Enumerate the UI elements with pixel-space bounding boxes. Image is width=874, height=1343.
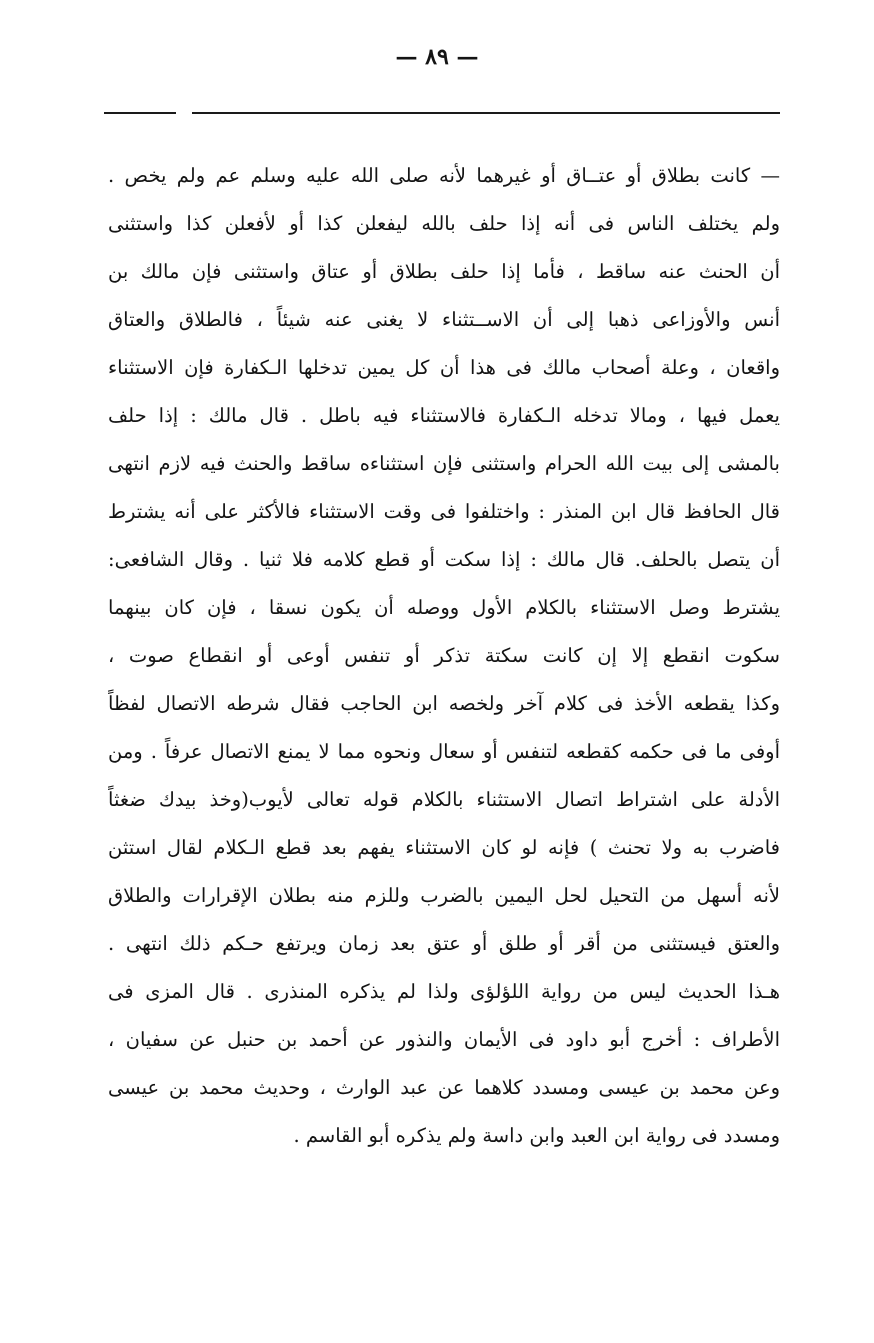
header-rule-short (104, 112, 176, 114)
header-rule-long (192, 112, 780, 114)
text-line-10: يشترط وصل الاستثناء بالكلام الأول ووصله أن يكون نسقا ، فإن كان بينهما (108, 596, 780, 619)
text-line-20: وعن محمد بن عيسى ومسدد كلاهما عن عبد الوارث ، وحديث محمد بن عيسى (108, 1076, 780, 1099)
text-line-12: وكذا يقطعه الأخذ فى كلام آخر ولخصه ابن الحاجب فقال شرطه الاتصال لفظاً (108, 692, 780, 715)
text-line-19: الأطراف : أخرج أبو داود فى الأيمان والنذور عن أحمد بن حنبل عن سفيان ، (108, 1028, 780, 1051)
text-line-16: لأنه أسهل من التحيل لحل اليمين بالضرب وللزم منه بطلان الإقرارات والطلاق (108, 884, 780, 907)
text-line-8: قال الحافظ قال ابن المنذر : واختلفوا فى وقت الاستثناء فالأكثر على أنه يشترط (108, 500, 780, 523)
text-line-11: سكوت انقطع إلا إن كانت سكتة تذكر أو تنفس أوعى أو انقطاع صوت ، (108, 644, 780, 667)
page-number: — ٨٩ — (395, 44, 479, 70)
text-line-1: — كانت بطلاق أو عتــاق أو غيرهما لأنه صلى الله عليه وسلم عم ولم يخص . (108, 164, 780, 187)
text-line-4: أنس والأوزاعى ذهبا إلى أن الاســتثناء لا يغنى عنه شيئاً ، فالطلاق والعتاق (108, 308, 780, 331)
text-line-5: واقعان ، وعلة أصحاب مالك فى هذا أن كل يمين تدخلها الـكفارة فإن الاستثناء (108, 356, 780, 379)
text-line-7: بالمشى إلى بيت الله الحرام واستثنى فإن استثناءه ساقط والحنث فيه لازم انتهى (108, 452, 780, 475)
text-line-14: الأدلة على اشتراط اتصال الاستثناء بالكلام قوله تعالى لأيوب(وخذ بيدك ضغثاً (108, 788, 780, 811)
text-line-18: هـذا الحديث ليس من رواية اللؤلؤى ولذا لم يذكره المنذرى . قال المزى فى (108, 980, 780, 1003)
text-line-15: فاضرب به ولا تحنث ) فإنه لو كان الاستثناء يفهم بعد قطع الـكلام لقال استثن (108, 836, 780, 859)
text-line-13: أوفى ما فى حكمه كقطعه لتنفس أو سعال ونحوه مما لا يمنع الاتصال عرفاً . ومن (108, 740, 780, 763)
text-body (108, 152, 780, 1160)
text-line-17: والعتق فيستثنى من أقر أو طلق أو عتق بعد زمان ويرتفع حـكم ذلك انتهى . (108, 932, 780, 955)
text-line-3: أن الحنث عنه ساقط ، فأما إذا حلف بطلاق أو عتاق واستثنى فإن مالك بن (108, 260, 780, 283)
text-line-21: ومسدد فى رواية ابن العبد وابن داسة ولم يذكره أبو القاسم . (293, 1124, 780, 1147)
text-line-6: يعمل فيها ، ومالا تدخله الـكفارة فالاستثناء فيه باطل . قال مالك : إذا حلف (108, 404, 780, 427)
text-line-9: أن يتصل بالحلف. قال مالك : إذا سكت أو قطع كلامه فلا ثنيا . وقال الشافعى: (108, 548, 780, 571)
text-line-2: ولم يختلف الناس فى أنه إذا حلف بالله ليفعلن كذا أو لأفعلن كذا واستثنى (108, 212, 780, 235)
